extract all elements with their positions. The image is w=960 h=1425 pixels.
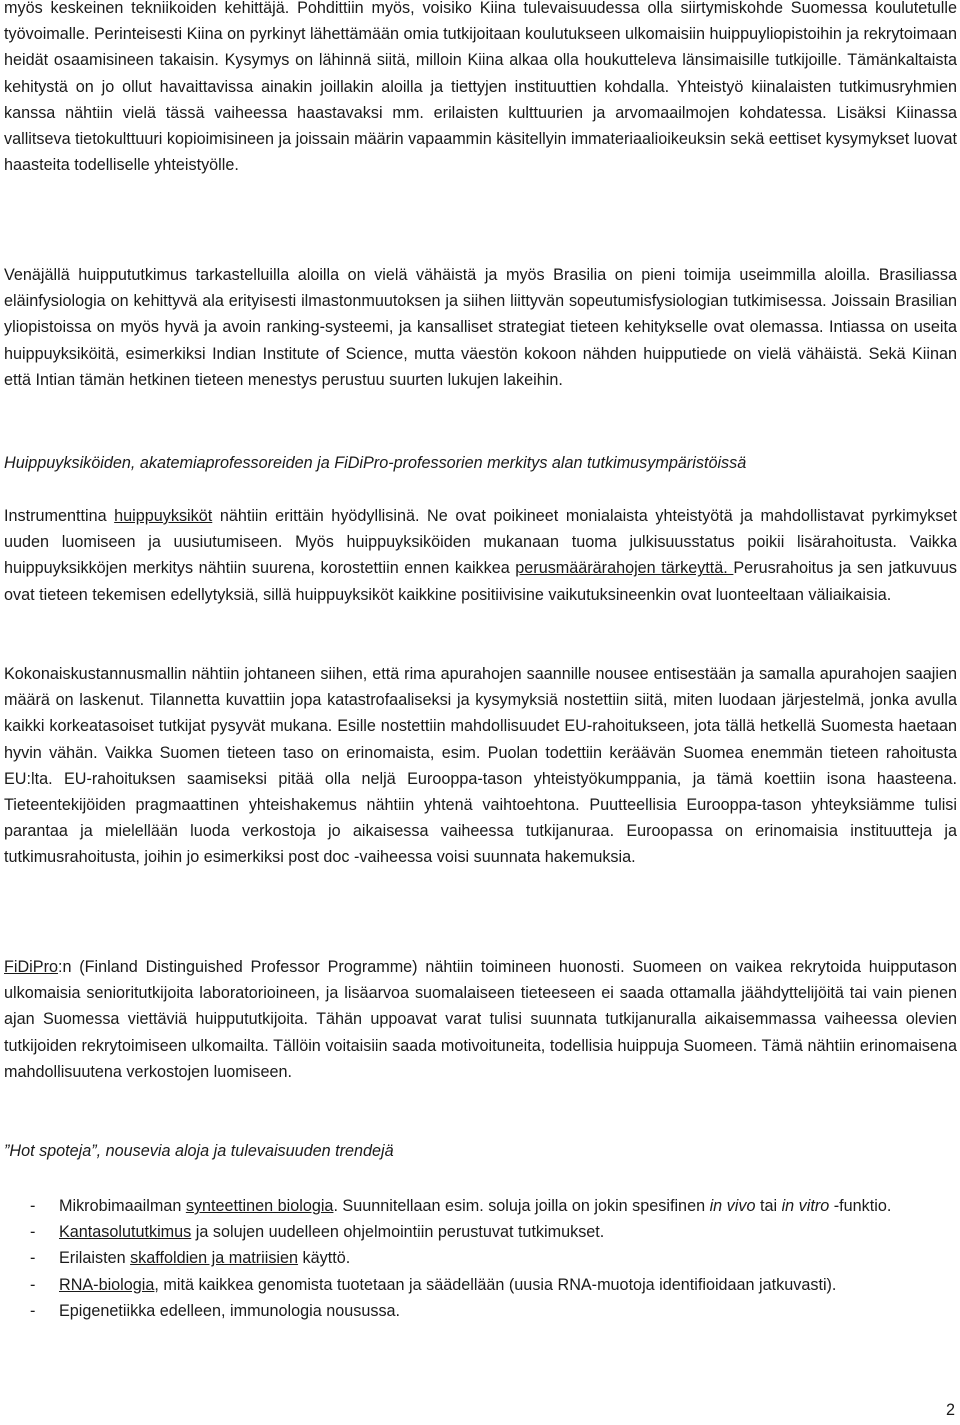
section-heading-centres-of-excellence: Huippuyksiköiden, akatemiaprofessoreiden ja FiDiPro-professorien merkitys alan tutkimusympäristöissä <box>4 454 747 472</box>
underlined-term-huippuyksikot: huippuyksiköt <box>114 507 213 525</box>
trend-list <box>4 1193 957 1324</box>
paragraph-text: Kokonaiskustannusmallin nähtiin johtaneen siihen, että rima apurahojen saannille nousee entisestään ja samalla apurahojen saajien määrä on laskenut. Tilannetta kuvattiin jopa katastrofaaliseksi ja kysymyksiä nostettiin siitä, miten luodaan järjestelmä, jonka avulla kaikki korkeatasoiset tutkijat pysyvät mukana. Esille nostettiin mahdollisuudet EU-rahoitukseen, jota tällä hetkellä Suomesta haetaan hyvin vähän. Vaikka Suomen tieteen taso on erinomaista, esim. Puolan todettiin keräävän Suomea enemmän tieteen rahoitusta EU:lta. EU-rahoituksen saamiseksi pitää olla neljä Eurooppa-tason yhteistyökumppania, ja tämä koettiin isona haasteena. Tieteentekijöiden pragmaattinen yhteishakemus nähtiin yhtenä vaihtoehtona. Puutteellisia Eurooppa-tason yhteyksiämme tulisi parantaa ja mielellään luoda verkostoja jo aikaisessa vaiheessa tutkijanuraa. Euroopassa on erinomaisia instituutteja ja tutkimusrahoitusta, joihin jo esimerkiksi post doc -vaiheessa voisi suunnata hakemuksia. <box>4 665 957 867</box>
paragraph-centres-of-excellence: Instrumenttina huippuyksiköt nähtiin erittäin hyödyllisinä. Ne ovat poikineet monialaista yhteistyötä ja mahdollistavat pyrkimykset uuden luomiseen ja uusiutumiseen. Myös huippuyksiköiden mukanaan tuoma julkisuusstatus poikii lisärahoitusta. Vaikka huippuyksikköjen merkitys nähtiin suurena, korostettiin ennen kaikkea perusmäärärahojen tärkeyttä. Perusrahoitus ja sen jatkuvuus ovat tieteen tekemisen edellytyksiä, sillä huippuyksiköt kaikkine positiivisine vaikutuksineenkin ovat luonteeltaan väliaikaisia. <box>4 507 958 604</box>
list-item: - Mikrobimaailman synteettinen biologia. Suunnitellaan esim. soluja joilla on jokin spesifinen in vivo tai in vitro -funktio. <box>4 1193 957 1219</box>
underlined-term-synthetic-biology: synteettinen biologia <box>185 1197 334 1215</box>
list-item: - Erilaisten skaffoldien ja matriisien käyttö. <box>4 1245 957 1271</box>
paragraph-russia-brazil-india <box>4 262 957 393</box>
section-heading-hot-spots: ”Hot spoteja”, nousevia aloja ja tulevaisuuden trendejä <box>4 1142 394 1160</box>
paragraph-text: Venäjällä huippututkimus tarkastelluilla aloilla on vielä vähäistä ja myös Brasilia on pieni toimija useimmilla aloilla. Brasiliassa eläinfysiologia on kehittyvä ala erityisesti ilmastonmuutoksen ja siihen liittyvän sopeutumisfysiologian tutkimisessa. Joissain Brasilian yliopistoissa on myös hyvä ja avoin ranking-systeemi, ja kansalliset strategiat tieteen kehitykselle ovat olemassa. Intiassa on useita huippuyksiköitä, esimerkiksi Indian Institute of Science, mutta väestön kokoon nähden huipputiede on vielä vähäistä. Sekä Kiinan että Intian tämän hetkinen tieteen menestys perustuu suurten lukujen lakeihin. <box>4 266 957 389</box>
underlined-term-perusmaararahat: perusmäärärahojen tärkeyttä. <box>515 559 734 578</box>
list-item: - Epigenetiikka edelleen, immunologia nousussa. <box>4 1298 957 1324</box>
underlined-term-fidipro: FiDiPro <box>4 958 58 976</box>
page-number: 2 <box>945 1401 955 1419</box>
bullet-dash: - <box>30 1249 36 1268</box>
underlined-term-rna-biology: RNA-biologia <box>59 1275 155 1294</box>
paragraph-fidipro: FiDiPro:n (Finland Distinguished Professor Programme) nähtiin toimineen huonosti. Suomeen on vaikea rekrytoida huipputason ulkomaisia senioritutkijoita laboratorioineen, ja lisäarvoa suomalaiseen tieteeseen ei saada ottamalla jäähdyttelijöitä tai vain pienen ajan Suomessa viettäviä huippututkijoita. Tähän uppoavat varat tulisi suunnata tutkijanuralla aikaisemmassa vaiheessa olevien tutkijoiden rekrytoimiseen ulkomailta. Tällöin voitaisiin saada motivoituneita, todellisia huippuja Suomeen. Tämä nähtiin erinomaisena mahdollisuutena verkostojen luomiseen. <box>4 958 957 1081</box>
underlined-term-stem-cell: Kantasolututkimus <box>59 1223 192 1242</box>
bullet-dash: - <box>30 1223 36 1242</box>
paragraph-china <box>4 0 957 178</box>
bullet-dash: - <box>30 1197 36 1215</box>
underlined-term-scaffolds: skaffoldien ja matriisien <box>130 1249 299 1268</box>
list-item: - RNA-biologia, mitä kaikkea genomista tuotetaan ja säädellään (uusia RNA-muotoja identifioidaan jatkuvasti). <box>4 1272 957 1298</box>
paragraph-cost-model <box>4 661 957 871</box>
bullet-dash: - <box>30 1301 36 1320</box>
list-item: - Kantasolututkimus ja solujen uudelleen ohjelmointiin perustuvat tutkimukset. <box>4 1219 957 1245</box>
paragraph-text: myös keskeinen tekniikoiden kehittäjä. Pohdittiin myös, voisiko Kiina tulevaisuudessa olla siirtymiskohde Suomessa koulutetulle työvoimalle. Perinteisesti Kiina on pyrkinyt lähettämään omia tutkijoitaan koulutukseen ulkomaisiin huippuyliopistoihin ja rekrytoimaan heidät osaamisineen takaisin. Kysymys on lähinnä siitä, milloin Kiina alkaa olla houkutteleva länsimaisille tutkijoille. Tämänkaltaista kehitystä on jo ollut havaittavissa ainakin joillakin aloilla ja tiettyjen instituuttien kohdalla. Yhteistyö kiinalaisten tutkimusryhmien kanssa nähtiin vielä tässä vaiheessa haastavaksi mm. erilaisten kulttuurien ja arvomaailmojen kohdatessa. Lisäksi Kiinassa vallitseva tietokulttuuri kopioimisineen ja joissain määrin vapaammin käsitellyin immateriaalioikeuksin sekä eettiset kysymykset luovat haasteita todelliselle yhteistyölle. <box>4 0 957 175</box>
bullet-dash: - <box>30 1275 36 1294</box>
